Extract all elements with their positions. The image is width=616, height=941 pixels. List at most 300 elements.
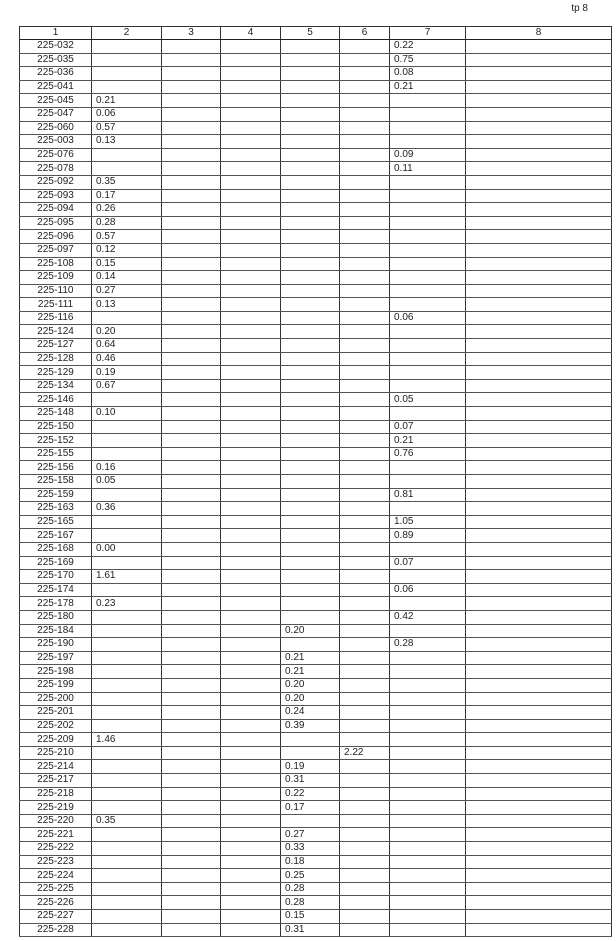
value-cell-col-3 <box>162 597 221 611</box>
value-cell-col-2 <box>92 678 162 692</box>
value-cell-col-5 <box>281 162 340 176</box>
row-id-cell: 225-169 <box>20 556 92 570</box>
row-id-cell: 225-167 <box>20 529 92 543</box>
value-cell-col-3 <box>162 339 221 353</box>
value-cell-col-3 <box>162 379 221 393</box>
value-cell-col-4 <box>221 162 281 176</box>
value-cell-col-2: 0.05 <box>92 475 162 489</box>
value-cell-col-6 <box>340 243 390 257</box>
table-row <box>20 515 612 529</box>
value-cell-col-7 <box>390 379 466 393</box>
value-cell-col-5 <box>281 597 340 611</box>
value-cell-col-8 <box>466 216 612 230</box>
value-cell-col-8 <box>466 148 612 162</box>
value-cell-col-7 <box>390 298 466 312</box>
value-cell-col-3 <box>162 515 221 529</box>
value-cell-col-8 <box>466 135 612 149</box>
value-cell-col-7 <box>390 855 466 869</box>
row-id-cell: 225-134 <box>20 379 92 393</box>
value-cell-col-7 <box>390 216 466 230</box>
value-cell-col-5 <box>281 556 340 570</box>
table-row <box>20 325 612 339</box>
value-cell-col-2: 1.46 <box>92 733 162 747</box>
value-cell-col-8 <box>466 896 612 910</box>
value-cell-col-6 <box>340 583 390 597</box>
value-cell-col-4 <box>221 542 281 556</box>
value-cell-col-7 <box>390 352 466 366</box>
value-cell-col-7: 0.08 <box>390 67 466 81</box>
value-cell-col-7 <box>390 597 466 611</box>
value-cell-col-5 <box>281 746 340 760</box>
value-cell-col-7 <box>390 882 466 896</box>
value-cell-col-4 <box>221 94 281 108</box>
value-cell-col-4 <box>221 135 281 149</box>
value-cell-col-3 <box>162 243 221 257</box>
value-cell-col-7 <box>390 746 466 760</box>
table-row <box>20 80 612 94</box>
value-cell-col-7 <box>390 243 466 257</box>
value-cell-col-2 <box>92 719 162 733</box>
row-id-cell: 225-047 <box>20 107 92 121</box>
table-row <box>20 869 612 883</box>
value-cell-col-5: 0.39 <box>281 719 340 733</box>
value-cell-col-7 <box>390 121 466 135</box>
table-row <box>20 298 612 312</box>
table-row <box>20 638 612 652</box>
value-cell-col-3 <box>162 298 221 312</box>
value-cell-col-7 <box>390 461 466 475</box>
value-cell-col-7 <box>390 733 466 747</box>
value-cell-col-7: 0.21 <box>390 434 466 448</box>
value-cell-col-6 <box>340 434 390 448</box>
row-id-cell: 225-092 <box>20 175 92 189</box>
value-cell-col-7 <box>390 692 466 706</box>
value-cell-col-6 <box>340 107 390 121</box>
value-cell-col-5: 0.31 <box>281 774 340 788</box>
value-cell-col-7: 0.06 <box>390 311 466 325</box>
value-cell-col-2: 0.19 <box>92 366 162 380</box>
value-cell-col-8 <box>466 352 612 366</box>
value-cell-col-6 <box>340 692 390 706</box>
value-cell-col-6 <box>340 447 390 461</box>
value-cell-col-3 <box>162 801 221 815</box>
value-cell-col-4 <box>221 760 281 774</box>
value-cell-col-2: 0.64 <box>92 339 162 353</box>
value-cell-col-2: 0.27 <box>92 284 162 298</box>
row-id-cell: 225-155 <box>20 447 92 461</box>
table-row <box>20 135 612 149</box>
value-cell-col-8 <box>466 556 612 570</box>
value-cell-col-2 <box>92 760 162 774</box>
value-cell-col-4 <box>221 461 281 475</box>
value-cell-col-8 <box>466 121 612 135</box>
value-cell-col-3 <box>162 787 221 801</box>
column-header-3: 3 <box>162 27 221 40</box>
value-cell-col-2 <box>92 434 162 448</box>
value-cell-col-4 <box>221 746 281 760</box>
value-cell-col-4 <box>221 475 281 489</box>
table-row <box>20 148 612 162</box>
value-cell-col-5 <box>281 311 340 325</box>
value-cell-col-2 <box>92 53 162 67</box>
value-cell-col-3 <box>162 638 221 652</box>
value-cell-col-4 <box>221 583 281 597</box>
value-cell-col-8 <box>466 339 612 353</box>
value-cell-col-4 <box>221 80 281 94</box>
row-id-cell: 225-108 <box>20 257 92 271</box>
value-cell-col-7: 0.76 <box>390 447 466 461</box>
row-id-cell: 225-168 <box>20 542 92 556</box>
table-row <box>20 189 612 203</box>
value-cell-col-6 <box>340 624 390 638</box>
value-cell-col-3 <box>162 556 221 570</box>
value-cell-col-4 <box>221 814 281 828</box>
value-cell-col-7 <box>390 719 466 733</box>
table-row <box>20 447 612 461</box>
value-cell-col-5 <box>281 814 340 828</box>
value-cell-col-4 <box>221 624 281 638</box>
value-cell-col-3 <box>162 706 221 720</box>
table-row <box>20 692 612 706</box>
table-row <box>20 311 612 325</box>
value-cell-col-8 <box>466 651 612 665</box>
value-cell-col-5: 0.21 <box>281 665 340 679</box>
value-cell-col-6 <box>340 556 390 570</box>
value-cell-col-2 <box>92 393 162 407</box>
table-row <box>20 53 612 67</box>
table-row <box>20 733 612 747</box>
row-id-cell: 225-184 <box>20 624 92 638</box>
row-id-cell: 225-223 <box>20 855 92 869</box>
value-cell-col-8 <box>466 692 612 706</box>
value-cell-col-3 <box>162 284 221 298</box>
table-row <box>20 94 612 108</box>
value-cell-col-5 <box>281 638 340 652</box>
value-cell-col-6 <box>340 189 390 203</box>
value-cell-col-3 <box>162 53 221 67</box>
value-cell-col-6 <box>340 706 390 720</box>
value-cell-col-8 <box>466 162 612 176</box>
value-cell-col-3 <box>162 135 221 149</box>
value-cell-col-4 <box>221 366 281 380</box>
value-cell-col-8 <box>466 488 612 502</box>
value-cell-col-2: 0.28 <box>92 216 162 230</box>
value-cell-col-2 <box>92 882 162 896</box>
value-cell-col-8 <box>466 271 612 285</box>
value-cell-col-6 <box>340 638 390 652</box>
table-row <box>20 583 612 597</box>
value-cell-col-8 <box>466 230 612 244</box>
value-cell-col-7: 0.06 <box>390 583 466 597</box>
value-cell-col-3 <box>162 40 221 54</box>
row-id-cell: 225-221 <box>20 828 92 842</box>
table-row <box>20 216 612 230</box>
value-cell-col-7 <box>390 189 466 203</box>
table-row <box>20 855 612 869</box>
value-cell-col-3 <box>162 923 221 937</box>
value-cell-col-6 <box>340 488 390 502</box>
value-cell-col-6 <box>340 216 390 230</box>
table-row <box>20 175 612 189</box>
value-cell-col-7 <box>390 665 466 679</box>
value-cell-col-5 <box>281 325 340 339</box>
value-cell-col-3 <box>162 80 221 94</box>
column-header-4: 4 <box>221 27 281 40</box>
row-id-cell: 225-111 <box>20 298 92 312</box>
value-cell-col-6 <box>340 733 390 747</box>
table-row <box>20 610 612 624</box>
row-id-cell: 225-060 <box>20 121 92 135</box>
row-id-cell: 225-110 <box>20 284 92 298</box>
table-row <box>20 570 612 584</box>
value-cell-col-3 <box>162 882 221 896</box>
value-cell-col-5 <box>281 148 340 162</box>
table-row <box>20 393 612 407</box>
value-cell-col-8 <box>466 284 612 298</box>
value-cell-col-7 <box>390 774 466 788</box>
table-body <box>20 40 612 937</box>
table-row <box>20 257 612 271</box>
value-cell-col-6 <box>340 271 390 285</box>
value-cell-col-3 <box>162 216 221 230</box>
value-cell-col-4 <box>221 896 281 910</box>
value-cell-col-6 <box>340 719 390 733</box>
value-cell-col-3 <box>162 148 221 162</box>
value-cell-col-4 <box>221 298 281 312</box>
value-cell-col-4 <box>221 189 281 203</box>
column-header-8: 8 <box>466 27 612 40</box>
table-row <box>20 271 612 285</box>
value-cell-col-3 <box>162 733 221 747</box>
row-id-cell: 225-035 <box>20 53 92 67</box>
value-cell-col-6 <box>340 40 390 54</box>
value-cell-col-6 <box>340 801 390 815</box>
value-cell-col-6 <box>340 787 390 801</box>
value-cell-col-7 <box>390 814 466 828</box>
table-row <box>20 678 612 692</box>
value-cell-col-5 <box>281 475 340 489</box>
value-cell-col-3 <box>162 678 221 692</box>
value-cell-col-7 <box>390 407 466 421</box>
value-cell-col-4 <box>221 393 281 407</box>
value-cell-col-8 <box>466 502 612 516</box>
value-cell-col-2: 0.20 <box>92 325 162 339</box>
value-cell-col-7 <box>390 910 466 924</box>
row-id-cell: 225-198 <box>20 665 92 679</box>
value-cell-col-8 <box>466 570 612 584</box>
value-cell-col-8 <box>466 828 612 842</box>
row-id-cell: 225-124 <box>20 325 92 339</box>
value-cell-col-2 <box>92 447 162 461</box>
value-cell-col-7 <box>390 203 466 217</box>
value-cell-col-2 <box>92 80 162 94</box>
value-cell-col-2: 0.21 <box>92 94 162 108</box>
value-cell-col-2 <box>92 746 162 760</box>
value-cell-col-4 <box>221 502 281 516</box>
value-cell-col-2: 0.13 <box>92 135 162 149</box>
table-row <box>20 842 612 856</box>
value-cell-col-3 <box>162 814 221 828</box>
value-cell-col-7: 0.09 <box>390 148 466 162</box>
value-cell-col-6 <box>340 393 390 407</box>
value-cell-col-5 <box>281 175 340 189</box>
value-cell-col-6 <box>340 175 390 189</box>
row-id-cell: 225-095 <box>20 216 92 230</box>
value-cell-col-3 <box>162 447 221 461</box>
value-cell-col-2 <box>92 583 162 597</box>
value-cell-col-4 <box>221 855 281 869</box>
row-id-cell: 225-202 <box>20 719 92 733</box>
value-cell-col-4 <box>221 67 281 81</box>
value-cell-col-4 <box>221 325 281 339</box>
value-cell-col-7 <box>390 624 466 638</box>
value-cell-col-6 <box>340 597 390 611</box>
value-cell-col-8 <box>466 407 612 421</box>
value-cell-col-8 <box>466 40 612 54</box>
value-cell-col-8 <box>466 801 612 815</box>
row-id-cell: 225-180 <box>20 610 92 624</box>
value-cell-col-7 <box>390 678 466 692</box>
value-cell-col-8 <box>466 203 612 217</box>
value-cell-col-6 <box>340 162 390 176</box>
table-row <box>20 923 612 937</box>
value-cell-col-4 <box>221 719 281 733</box>
value-cell-col-5 <box>281 271 340 285</box>
row-id-cell: 225-174 <box>20 583 92 597</box>
value-cell-col-4 <box>221 257 281 271</box>
value-cell-col-3 <box>162 760 221 774</box>
value-cell-col-6 <box>340 257 390 271</box>
column-header-6: 6 <box>340 27 390 40</box>
value-cell-col-4 <box>221 515 281 529</box>
value-cell-col-5 <box>281 298 340 312</box>
value-cell-col-7 <box>390 570 466 584</box>
value-cell-col-6 <box>340 121 390 135</box>
value-cell-col-3 <box>162 610 221 624</box>
value-cell-col-2 <box>92 148 162 162</box>
value-cell-col-3 <box>162 393 221 407</box>
value-cell-col-7 <box>390 651 466 665</box>
value-cell-col-3 <box>162 692 221 706</box>
row-id-cell: 225-222 <box>20 842 92 856</box>
row-id-cell: 225-078 <box>20 162 92 176</box>
row-id-cell: 225-217 <box>20 774 92 788</box>
value-cell-col-8 <box>466 461 612 475</box>
value-cell-col-2: 0.23 <box>92 597 162 611</box>
value-cell-col-7 <box>390 706 466 720</box>
value-cell-col-8 <box>466 842 612 856</box>
value-cell-col-5 <box>281 121 340 135</box>
value-cell-col-4 <box>221 774 281 788</box>
value-cell-col-3 <box>162 570 221 584</box>
table-row <box>20 706 612 720</box>
column-header-2: 2 <box>92 27 162 40</box>
table-row <box>20 488 612 502</box>
value-cell-col-7 <box>390 502 466 516</box>
value-cell-col-8 <box>466 733 612 747</box>
value-cell-col-3 <box>162 434 221 448</box>
value-cell-col-5: 0.28 <box>281 882 340 896</box>
value-cell-col-2 <box>92 529 162 543</box>
column-header-7: 7 <box>390 27 466 40</box>
value-cell-col-2: 0.15 <box>92 257 162 271</box>
value-cell-col-4 <box>221 284 281 298</box>
value-cell-col-5: 0.19 <box>281 760 340 774</box>
value-cell-col-7 <box>390 325 466 339</box>
value-cell-col-8 <box>466 311 612 325</box>
value-cell-col-8 <box>466 393 612 407</box>
row-id-cell: 225-152 <box>20 434 92 448</box>
value-cell-col-3 <box>162 475 221 489</box>
value-cell-col-4 <box>221 556 281 570</box>
row-id-cell: 225-096 <box>20 230 92 244</box>
row-id-cell: 225-036 <box>20 67 92 81</box>
row-id-cell: 225-209 <box>20 733 92 747</box>
value-cell-col-5: 0.25 <box>281 869 340 883</box>
value-cell-col-2 <box>92 488 162 502</box>
value-cell-col-8 <box>466 67 612 81</box>
value-cell-col-3 <box>162 311 221 325</box>
value-cell-col-5 <box>281 570 340 584</box>
value-cell-col-2 <box>92 420 162 434</box>
value-cell-col-3 <box>162 842 221 856</box>
value-cell-col-5: 0.27 <box>281 828 340 842</box>
value-cell-col-7: 0.22 <box>390 40 466 54</box>
value-cell-col-5: 0.24 <box>281 706 340 720</box>
value-cell-col-4 <box>221 447 281 461</box>
value-cell-col-4 <box>221 597 281 611</box>
value-cell-col-5 <box>281 284 340 298</box>
row-id-cell: 225-150 <box>20 420 92 434</box>
row-id-cell: 225-045 <box>20 94 92 108</box>
value-cell-col-2: 0.46 <box>92 352 162 366</box>
table-row <box>20 107 612 121</box>
value-cell-col-5 <box>281 230 340 244</box>
value-cell-col-8 <box>466 583 612 597</box>
value-cell-col-4 <box>221 651 281 665</box>
value-cell-col-8 <box>466 923 612 937</box>
value-cell-col-3 <box>162 67 221 81</box>
value-cell-col-5 <box>281 447 340 461</box>
table-row <box>20 814 612 828</box>
value-cell-col-4 <box>221 869 281 883</box>
value-cell-col-6 <box>340 53 390 67</box>
row-id-cell: 225-199 <box>20 678 92 692</box>
value-cell-col-6 <box>340 67 390 81</box>
value-cell-col-2 <box>92 638 162 652</box>
value-cell-col-2 <box>92 910 162 924</box>
value-cell-col-3 <box>162 583 221 597</box>
value-cell-col-2 <box>92 515 162 529</box>
value-cell-col-4 <box>221 733 281 747</box>
value-cell-col-8 <box>466 189 612 203</box>
value-cell-col-5 <box>281 135 340 149</box>
value-cell-col-3 <box>162 257 221 271</box>
value-cell-col-7 <box>390 787 466 801</box>
value-cell-col-7 <box>390 94 466 108</box>
value-cell-col-7 <box>390 896 466 910</box>
row-id-cell: 225-158 <box>20 475 92 489</box>
value-cell-col-8 <box>466 80 612 94</box>
value-cell-col-2 <box>92 665 162 679</box>
value-cell-col-2 <box>92 311 162 325</box>
value-cell-col-5 <box>281 339 340 353</box>
table-row <box>20 420 612 434</box>
value-cell-col-4 <box>221 243 281 257</box>
value-cell-col-6 <box>340 678 390 692</box>
value-cell-col-4 <box>221 352 281 366</box>
row-id-cell: 225-163 <box>20 502 92 516</box>
